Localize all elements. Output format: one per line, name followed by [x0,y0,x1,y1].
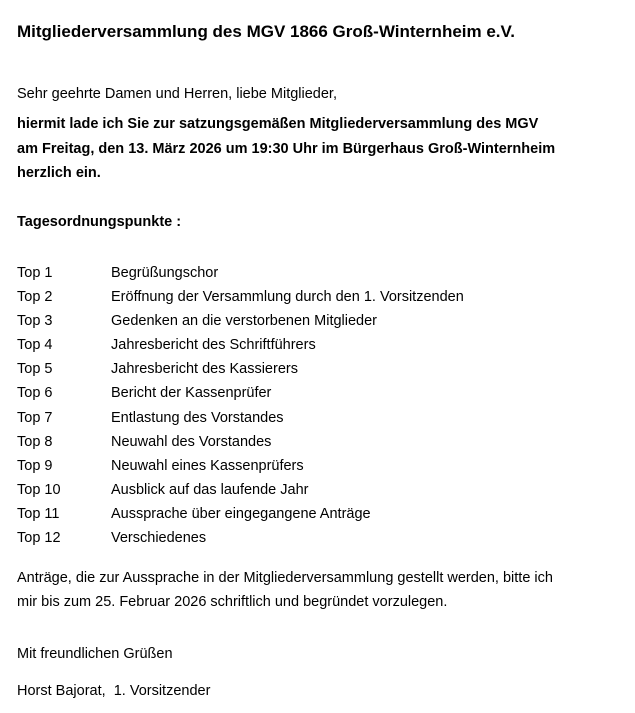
agenda-item-text: Aussprache über eingegangene Anträge [111,505,371,522]
agenda-item-text: Verschiedenes [111,530,207,547]
agenda-item [17,261,464,285]
agenda-item-text: Jahresbericht des Schriftführers [111,337,316,354]
agenda-item [17,502,464,526]
agenda-item [17,430,464,454]
agenda-item [17,381,464,405]
agenda-item [17,454,464,478]
agenda-item [17,357,464,381]
invitation-line: herzlich ein. [17,165,101,181]
agenda-item [17,285,464,309]
agenda-item-number: Top 1 [17,265,53,281]
agenda-item-text: Neuwahl des Vorstandes [111,433,272,450]
invitation-line: hiermit lade ich Sie zur satzungsgemäßen Mitgliederversammlung des MGV [17,116,539,132]
invitation-line: am Freitag, den 13. März 2026 um 19:30 Uhr im Bürgerhaus Groß-Winternheim [17,140,556,157]
agenda-item-text: Entlastung des Vorstandes [111,409,284,426]
agenda-item-number: Top 6 [17,385,53,402]
agenda-item-number: Top 8 [17,433,53,450]
agenda-list [17,261,464,550]
agenda-item-text: Begrüßungschor [111,265,219,281]
agenda-item [17,526,464,550]
agenda-item-text: Neuwahl eines Kassenprüfers [111,457,304,474]
agenda-item [17,309,464,333]
agenda-item [17,333,464,357]
document-title: Mitgliederversammlung des MGV 1866 Groß-Winternheim e.V. [17,22,516,41]
agenda-item-number: Top 9 [17,457,53,474]
agenda-item-number: Top 5 [17,361,53,378]
agenda-item-number: Top 10 [17,481,61,498]
agenda-item-text: Gedenken an die verstorbenen Mitglieder [111,313,377,330]
signature-text: Horst Bajorat, 1. Vorsitzender [17,683,211,699]
agenda-item-text: Ausblick auf das laufende Jahr [111,481,309,498]
agenda-item-number: Top 11 [17,505,60,522]
agenda-item-number: Top 4 [17,337,53,354]
agenda-item-number: Top 7 [17,409,53,426]
invitation-paragraph [17,112,555,186]
agenda-item [17,406,464,430]
requests-line: Anträge, die zur Aussprache in der Mitgliederversammlung gestellt werden, bitte ich [17,570,553,586]
agenda-item-number: Top 3 [17,313,53,330]
agenda-item-text: Eröffnung der Versammlung durch den 1. Vorsitzenden [111,289,464,306]
requests-paragraph [17,566,553,614]
agenda-item-number: Top 12 [17,530,61,547]
agenda-item [17,478,464,502]
requests-line: mir bis zum 25. Februar 2026 schriftlich und begründet vorzulegen. [17,594,448,610]
agenda-item-number: Top 2 [17,289,53,306]
agenda-heading: Tagesordnungspunkte : [17,214,182,230]
agenda-item-text: Jahresbericht des Kassierers [111,361,298,378]
agenda-item-text: Bericht der Kassenprüfer [111,385,272,402]
greeting-text: Sehr geehrte Damen und Herren, liebe Mitglieder, [17,86,337,102]
closing-text: Mit freundlichen Grüßen [17,646,173,662]
